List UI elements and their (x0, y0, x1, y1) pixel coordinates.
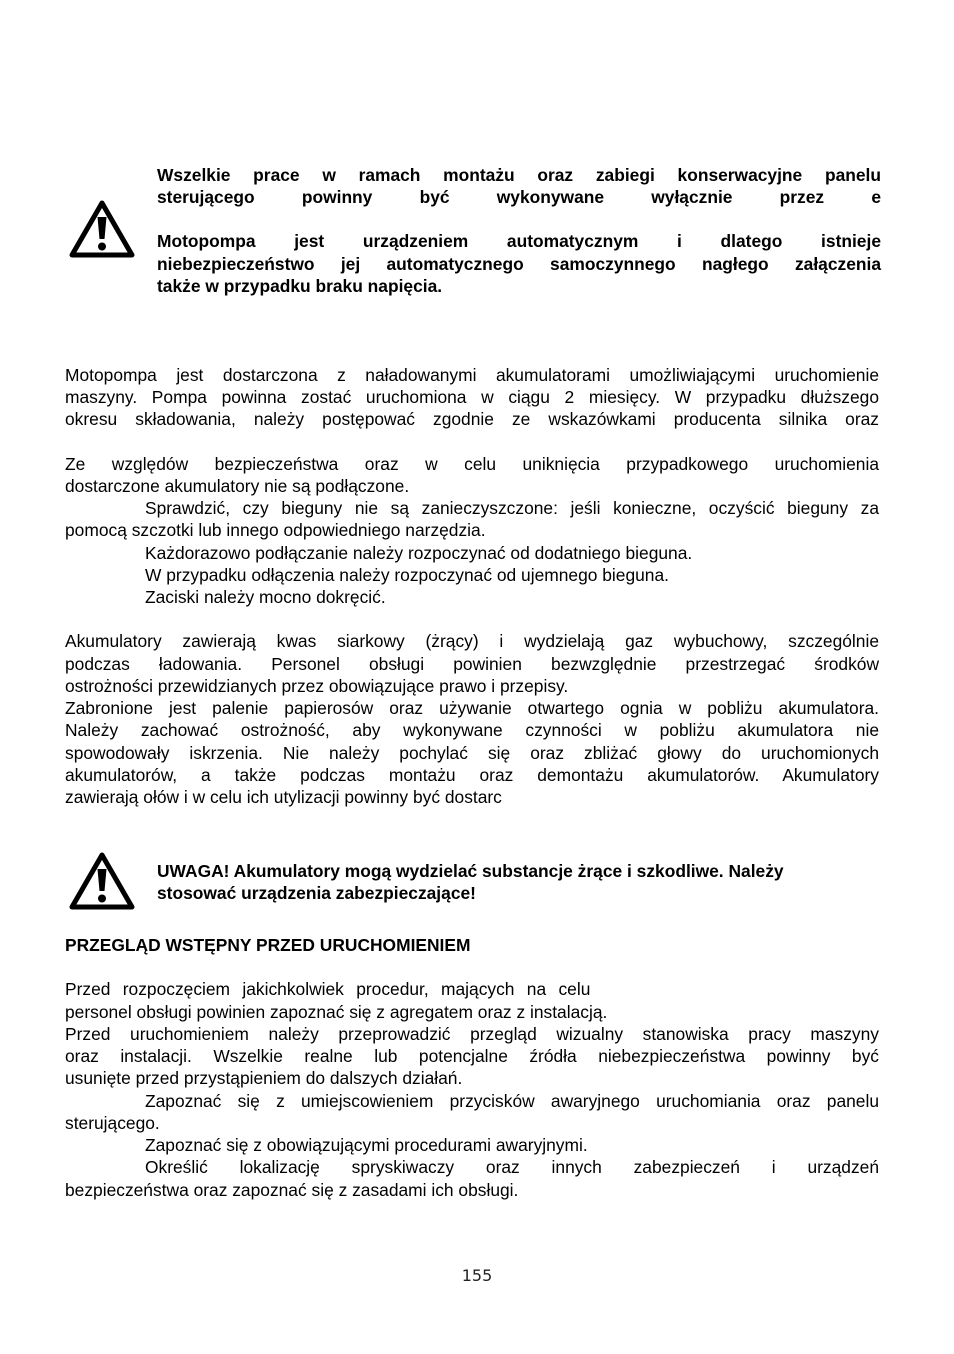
paragraph-line: personel obsługi powinien zapoznać się z agregatem oraz z instalacją. (65, 1002, 608, 1022)
warning-1-line: Wszelkie prace w ramach montażu oraz zabiegi konserwacyjne panelu (157, 165, 881, 185)
paragraph-line: ostrożności przewidzianych przez obowiązujące prawo i przepisy. (65, 676, 569, 696)
paragraph-line: dostarczone akumulatory nie są podłączone. (65, 476, 410, 496)
paragraph-line: podczas ładowania. Personel obsługi powinien bezwzględnie przestrzegać środków (65, 654, 879, 674)
warning-triangle-icon (68, 199, 136, 259)
list-item: Zaciski należy mocno dokręcić. (145, 587, 386, 607)
paragraph-line: zawierają ołów i w celu ich utylizacji powinny być dostarc (65, 787, 502, 807)
paragraph-line: okresu składowania, należy postępować zgodnie ze wskazówkami producenta silnika oraz (65, 409, 879, 429)
list-item: Określić lokalizację spryskiwaczy oraz innych zabezpieczeń i urządzeń (145, 1157, 879, 1177)
paragraph-line: Akumulatory zawierają kwas siarkowy (żrący) i wydzielają gaz wybuchowy, szczególnie (65, 631, 879, 651)
paragraph-line: maszyny. Pompa powinna zostać uruchomiona w ciągu 2 miesięcy. W przypadku dłuższego (65, 387, 879, 407)
list-item: Zapoznać się z obowiązującymi procedurami awaryjnymi. (145, 1135, 588, 1155)
list-item: Zapoznać się z umiejscowieniem przycisków awaryjnego uruchomiania oraz panelu (145, 1091, 879, 1111)
warning-2-line: stosować urządzenia zabezpieczające! (157, 883, 476, 903)
paragraph-line: Przed rozpoczęciem jakichkolwiek procedur, mających na celu (65, 979, 591, 999)
list-item: Każdorazowo podłączanie należy rozpoczynać od dodatniego bieguna. (145, 543, 693, 563)
warning-1-line: sterującego powinny być wykonywane wyłącznie przez e (157, 187, 881, 207)
paragraph-line: spowodowały iskrzenia. Nie należy pochylać się oraz zbliżać głowy do uruchomionych (65, 743, 879, 763)
paragraph-line: Zabronione jest palenie papierosów oraz używanie otwartego ognia w pobliżu akumulatora. (65, 698, 879, 718)
paragraph-line: akumulatorów, a także podczas montażu oraz demontażu akumulatorów. Akumulatory (65, 765, 879, 785)
list-item: W przypadku odłączenia należy rozpoczynać od ujemnego bieguna. (145, 565, 669, 585)
list-item: sterującego. (65, 1113, 160, 1133)
list-item: Sprawdzić, czy bieguny nie są zanieczyszczone: jeśli konieczne, oczyścić bieguny za (145, 498, 879, 518)
warning-triangle-icon (68, 851, 136, 911)
warning-1-line: także w przypadku braku napięcia. (157, 276, 443, 296)
paragraph-line: Należy zachować ostrożność, aby wykonywane czynności w pobliżu akumulatora nie (65, 720, 879, 740)
page-number: 155 (461, 1266, 493, 1285)
warning-1-line: niebezpieczeństwo jej automatycznego samoczynnego nagłego załączenia (157, 254, 881, 274)
list-item: bezpieczeństwa oraz zapoznać się z zasadami ich obsługi. (65, 1180, 519, 1200)
paragraph-line: usunięte przed przystąpieniem do dalszych działań. (65, 1068, 463, 1088)
paragraph-line: Przed uruchomieniem należy przeprowadzić przegląd wizualny stanowiska pracy maszyny (65, 1024, 879, 1044)
paragraph-line: oraz instalacji. Wszelkie realne lub potencjalne źródła niebezpieczeństwa powinny być (65, 1046, 879, 1066)
warning-1-line: Motopompa jest urządzeniem automatycznym i dlatego istnieje (157, 231, 881, 251)
section-heading: PRZEGLĄD WSTĘPNY PRZED URUCHOMIENIEM (65, 935, 471, 955)
warning-2-line: UWAGA! Akumulatory mogą wydzielać substancje żrące i szkodliwe. Należy (157, 861, 784, 881)
paragraph-line: Motopompa jest dostarczona z naładowanymi akumulatorami umożliwiającymi uruchomienie (65, 365, 879, 385)
paragraph-line: Ze względów bezpieczeństwa oraz w celu uniknięcia przypadkowego uruchomienia (65, 454, 879, 474)
list-item: pomocą szczotki lub innego odpowiedniego narzędzia. (65, 520, 486, 540)
